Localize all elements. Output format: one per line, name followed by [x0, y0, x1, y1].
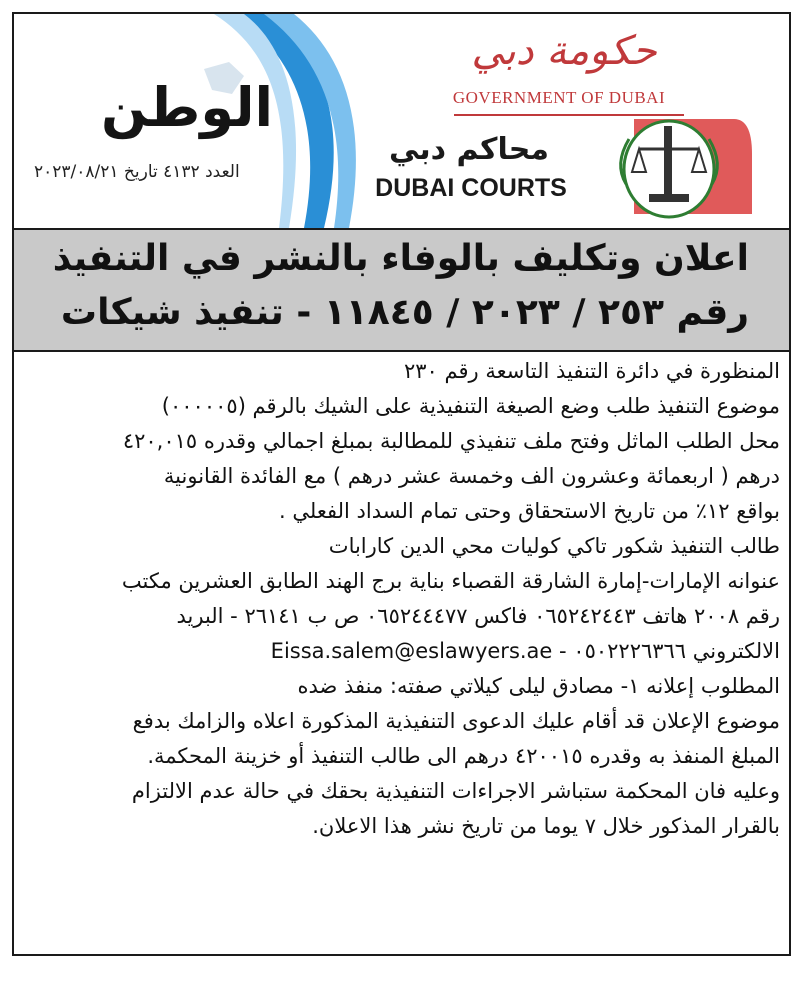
body-line: درهم ( اربعمائة وعشرون الف وخمسة عشر درهم ) مع الفائدة القانونية: [163, 464, 780, 488]
body-line: المنظورة في دائرة التنفيذ التاسعة رقم ٢٣٠: [404, 359, 780, 383]
notice-title-line-2: رقم ٢٥٣ / ٢٠٢٣ / ١١٨٤٥ - تنفيذ شيكات: [60, 292, 749, 333]
body-line: الالكتروني ٠٥٠٢٢٢٦٣٦٦ -: [552, 639, 780, 663]
body-line: بواقع ١٢٪ من تاريخ الاستحقاق وحتى تمام السداد الفعلي .: [279, 499, 780, 523]
body-line: موضوع التنفيذ طلب وضع الصيغة التنفيذية على الشيك بالرقم (٠٠٠٠٠٥): [161, 394, 780, 418]
courts-name-english: DUBAI COURTS: [375, 174, 567, 202]
body-line: وعليه فان المحكمة ستباشر الاجراءات التنفيذية بحقك في حالة عدم الالتزام: [131, 779, 780, 803]
notice-title-band: [14, 228, 789, 352]
government-logo-arabic: حكومة دبي: [471, 28, 657, 74]
body-line: رقم ٢٠٠٨ هاتف ٠٦٥٢٤٢٤٤٣ فاكس ٠٦٥٢٤٤٤٧٧ ص ب ٢٦١٤١ - البريد: [176, 604, 780, 628]
issue-date-line: العدد ٤١٣٢ تاريخ ٢٠٢٣/٠٨/٢١: [34, 162, 240, 182]
notice-title-line-1: اعلان وتكليف بالوفاء بالنشر في التنفيذ: [52, 238, 749, 279]
notice-frame: [12, 12, 791, 956]
body-line: طالب التنفيذ شكور تاكي كوليات محي الدين كارابات: [328, 534, 780, 558]
body-line: المبلغ المنفذ به وقدره ٤٢٠٠١٥ درهم الى طالب التنفيذ أو خزينة المحكمة.: [147, 744, 780, 768]
newspaper-name: الوطن: [100, 76, 274, 139]
body-line: محل الطلب الماثل وفتح ملف تنفيذي للمطالبة بمبلغ اجمالي وقدره ٤٢٠,٠١٥: [122, 429, 780, 453]
notice-header: [14, 14, 789, 228]
body-line: بالقرار المذكور خلال ٧ يوما من تاريخ نشر هذا الاعلان.: [312, 814, 780, 838]
body-line: عنوانه الإمارات-إمارة الشارقة القصباء بناية برج الهند الطابق العشرين مكتب: [121, 569, 780, 593]
government-logo-english: GOVERNMENT OF DUBAI: [452, 88, 666, 107]
body-line-with-email: [28, 634, 780, 669]
dubai-courts-emblem-icon: [574, 114, 754, 224]
contact-email: Eissa.salem@eslawyers.ae: [270, 639, 553, 663]
courts-name-arabic: محاكم دبي: [389, 132, 549, 167]
body-line: المطلوب إعلانه ١- مصادق ليلى كيلاتي صفته: منفذ ضده: [297, 674, 780, 698]
body-line: موضوع الإعلان قد أقام عليك الدعوى التنفيذية المذكورة اعلاه والزامك بدفع: [132, 709, 780, 733]
notice-body: [28, 354, 780, 844]
